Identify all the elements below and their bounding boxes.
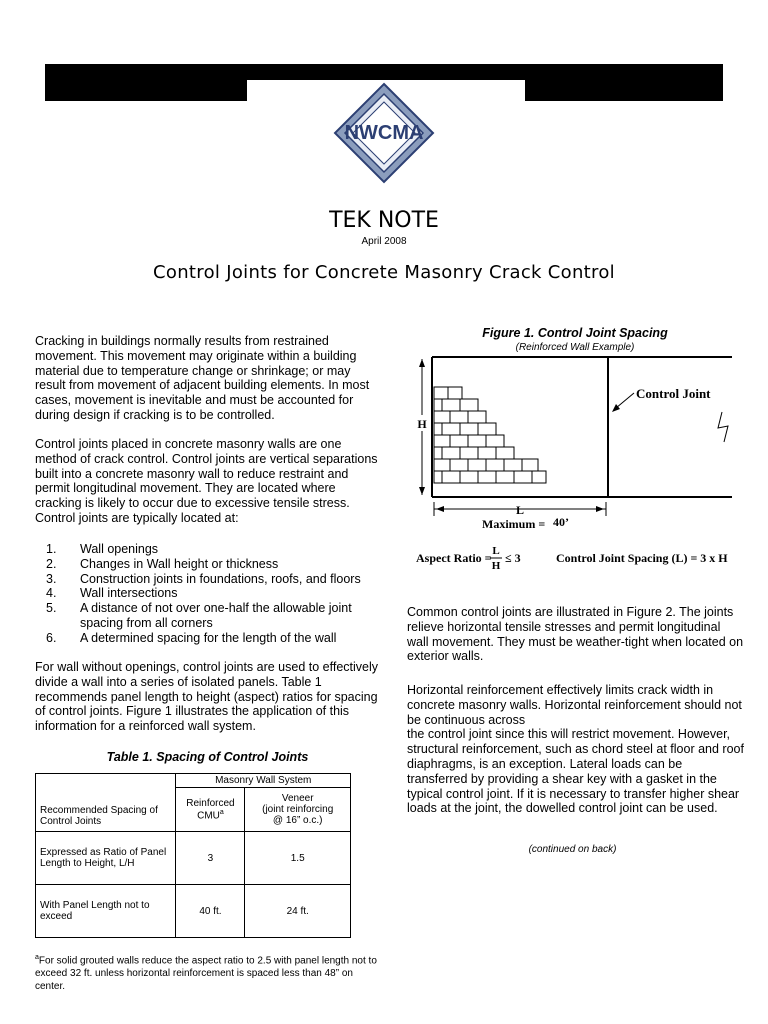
figure-subcaption: (Reinforced Wall Example): [515, 342, 635, 353]
right-paragraph-2: Horizontal reinforcement effectively limits crack width in concrete masonry walls. Horizontal reinforcement should not be continuous across the control joint since this will restrict movement. However, structural reinforcement, such as chord steel at floor and roof diaphragms, is an exception. Lateral loads can be transferred by providing a shear key with a gasket in the typical control joint. If it is necessary to transfer higher shear loads at the joint, the dowelled control joint can be used.: [407, 683, 744, 816]
maximum-value: 40’: [553, 515, 569, 529]
list-item: 4. Wall intersections: [46, 586, 178, 601]
maximum-label: Maximum =: [482, 517, 546, 531]
aspect-limit: ≤ 3: [505, 551, 521, 565]
table-row-header: Recommended Spacing of Control Joints: [36, 774, 176, 832]
aspect-numerator: L: [492, 545, 500, 557]
continued-note: (continued on back): [528, 844, 617, 855]
control-joint-label: Control Joint: [636, 386, 711, 401]
nwcma-logo: [333, 82, 435, 184]
table-group-header: Masonry Wall System: [176, 774, 351, 788]
brick-pattern: [434, 387, 546, 483]
control-joint-figure: [406, 352, 732, 574]
table-col-reinforced: Reinforced CMU$^a$: [176, 788, 245, 832]
aspect-denominator: H: [491, 560, 501, 572]
aspect-ratio-label: Aspect Ratio =: [416, 551, 492, 565]
spacing-formula: Control Joint Spacing (L) = 3 x H: [556, 551, 728, 565]
list-item: 1. Wall openings: [46, 542, 159, 556]
list-item: 3. Construction joints in foundations, roofs, and floors: [46, 571, 361, 586]
list-item: 2. Changes in Wall height or thickness: [46, 556, 279, 571]
header-bar-right: [525, 64, 723, 101]
figure-caption: Figure 1. Control Joint Spacing: [482, 326, 668, 340]
list-item: 6. A determined spacing for the length of the wall: [46, 630, 337, 645]
page-title: Control Joints for Concrete Masonry Crack Control: [153, 262, 615, 283]
left-paragraph-2: Control joints placed in concrete masonry walls are one method of crack control. Control joints are vertical separations built into a concrete masonry wall to reduce restraint and permit longitudinal movement. They are located where cracking is likely to occur due to excessive tensile stress. Control joints are typically located at:: [35, 437, 378, 525]
joint-locations-list: [46, 542, 370, 646]
dimension-l-label: L: [515, 503, 525, 517]
table-row: With Panel Length not to exceed 40 ft. 24 ft.: [36, 885, 351, 938]
logo-text: NWCMA: [344, 122, 424, 144]
left-paragraph-3: For wall without openings, control joints are used to effectively divide a wall into a series of isolated panels. Table 1 recommends panel length to height (aspect) ratios for spacing of control joints. Figure 1 illustrates the application of this information for a reinforced wall system.: [35, 660, 379, 734]
table-col-veneer: Veneer (joint reinforcing @ 16” o.c.): [245, 788, 351, 832]
dimension-h-label: H: [417, 417, 427, 431]
doc-type: TEK NOTE: [329, 208, 439, 233]
doc-date: April 2008: [361, 236, 407, 247]
left-paragraph-1: Cracking in buildings normally results from restrained movement. This movement may originate within a building material due to temperature change or shrinkage; or may result from movement of adjacent building elements. In most cases, movement is inevitable and must be accounted for during design if cracking is to be controlled.: [35, 334, 370, 422]
right-paragraph-1: Common control joints are illustrated in Figure 2. The joints relieve horizontal tensile stresses and permit longitudinal wall movement. They must be weather-tight when located on exterior walls.: [407, 605, 744, 664]
table-caption: Table 1. Spacing of Control Joints: [106, 750, 309, 764]
control-joint-table: [35, 773, 351, 938]
table-row: Expressed as Ratio of Panel Length to Height, L/H 3 1.5: [36, 832, 351, 885]
table-footnote: $^a$For solid grouted walls reduce the aspect ratio to 2.5 with panel length not to exceed 32 ft. unless horizontal reinforcement is spaced less than 48” on center.: [35, 954, 377, 993]
list-item: 5. A distance of not over one-half the allowable joint spacing from all corners: [46, 601, 352, 630]
